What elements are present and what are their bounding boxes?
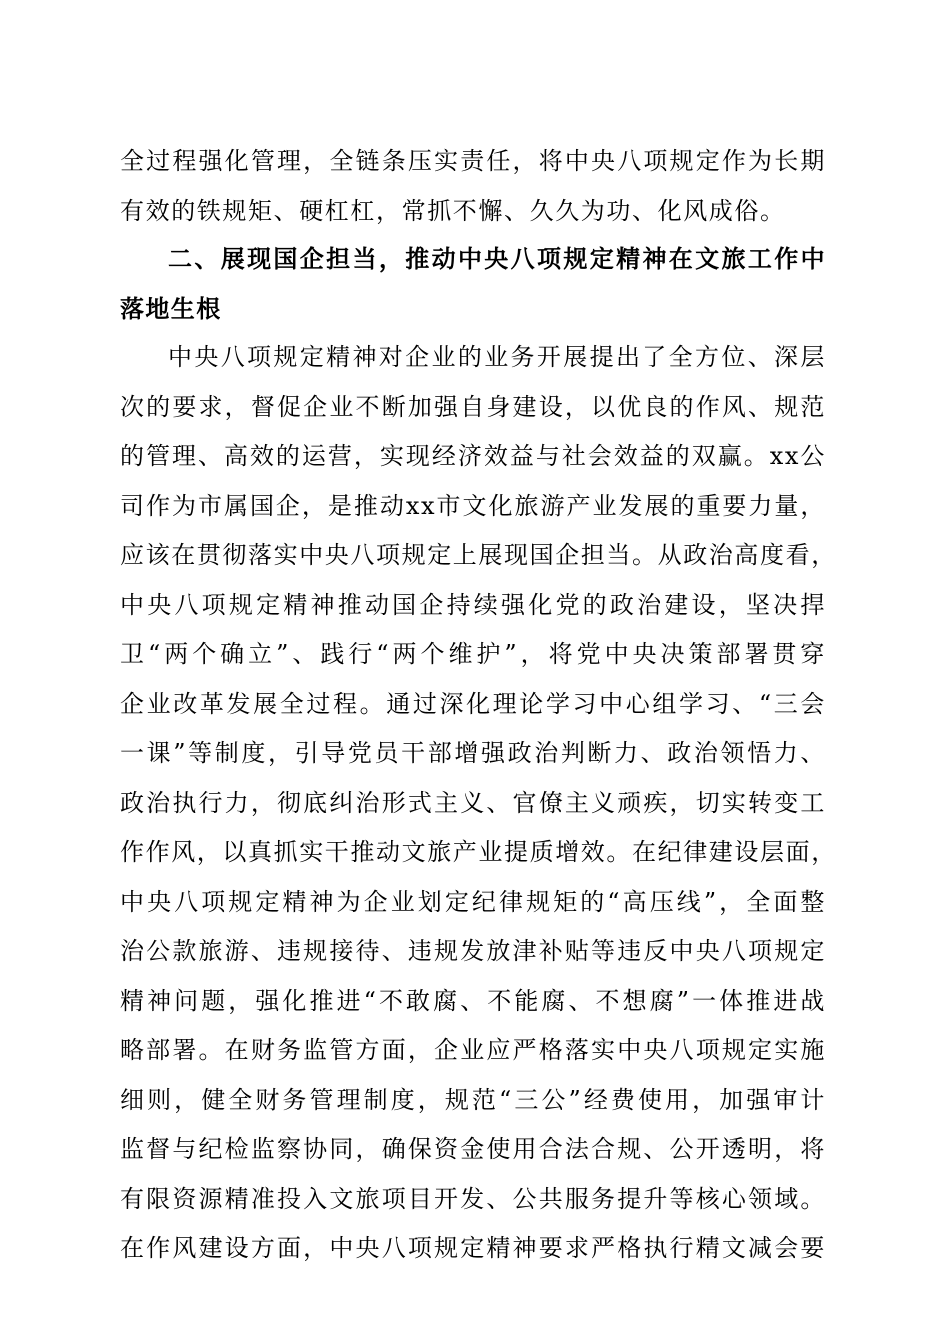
paragraph-line: 细则，健全财务管理制度，规范“三公”经费使用，加强审计 <box>120 1085 826 1114</box>
continuation-paragraph <box>120 137 826 236</box>
paragraph-line: 在作风建设方面，中央八项规定精神要求严格执行精文减会要 <box>120 1234 826 1262</box>
heading-line: 二、展现国企担当，推动中央八项规定精神在文旅工作中 <box>168 245 826 273</box>
paragraph-line: 一课”等制度，引导党员干部增强政治判断力、政治领悟力、 <box>120 739 826 767</box>
paragraph-line: 中央八项规定精神对企业的业务开展提出了全方位、深层 <box>168 343 826 371</box>
paragraph-line: 企业改革发展全过程。通过深化理论学习中心组学习、“三会 <box>120 689 826 718</box>
heading-line: 落地生根 <box>120 294 222 323</box>
paragraph-line: 作作风，以真抓实干推动文旅产业提质增效。在纪律建设层面， <box>120 838 837 866</box>
paragraph-line: 中央八项规定精神为企业划定纪律规矩的“高压线”，全面整 <box>120 887 826 916</box>
paragraph-line: 次的要求，督促企业不断加强自身建设，以优良的作风、规范 <box>120 392 826 421</box>
paragraph-line: 治公款旅游、违规接待、违规发放津补贴等违反中央八项规定 <box>120 937 826 965</box>
paragraph-line: 的管理、高效的运营，实现经济效益与社会效益的双赢。xx公 <box>120 442 826 470</box>
paragraph-line: 有效的铁规矩、硬杠杠，常抓不懈、久久为功、化风成俗。 <box>120 196 786 225</box>
paragraph-line: 中央八项规定精神推动国企持续强化党的政治建设，坚决捍 <box>120 590 826 619</box>
paragraph-line: 精神问题，强化推进“不敢腐、不能腐、不想腐”一体推进战 <box>120 986 826 1015</box>
paragraph-line: 有限资源精准投入文旅项目开发、公共服务提升等核心领域。 <box>120 1184 826 1213</box>
section-heading <box>120 235 826 334</box>
paragraph-line: 略部署。在财务监管方面，企业应严格落实中央八项规定实施 <box>120 1036 826 1064</box>
paragraph-line: 全过程强化管理，全链条压实责任，将中央八项规定作为长期 <box>120 147 826 175</box>
paragraph-line: 政治执行力，彻底纠治形式主义、官僚主义顽疾，切实转变工 <box>120 788 826 817</box>
paragraph-line: 司作为市属国企，是推动xx市文化旅游产业发展的重要力量， <box>120 491 826 520</box>
paragraph-line: 卫“两个确立”、践行“两个维护”，将党中央决策部署贯穿 <box>120 640 826 668</box>
body-paragraph <box>120 333 837 1274</box>
paragraph-line: 应该在贯彻落实中央八项规定上展现国企担当。从政治高度看， <box>120 541 837 569</box>
paragraph-line: 监督与纪检监察协同，确保资金使用合法合规、公开透明，将 <box>120 1135 826 1163</box>
